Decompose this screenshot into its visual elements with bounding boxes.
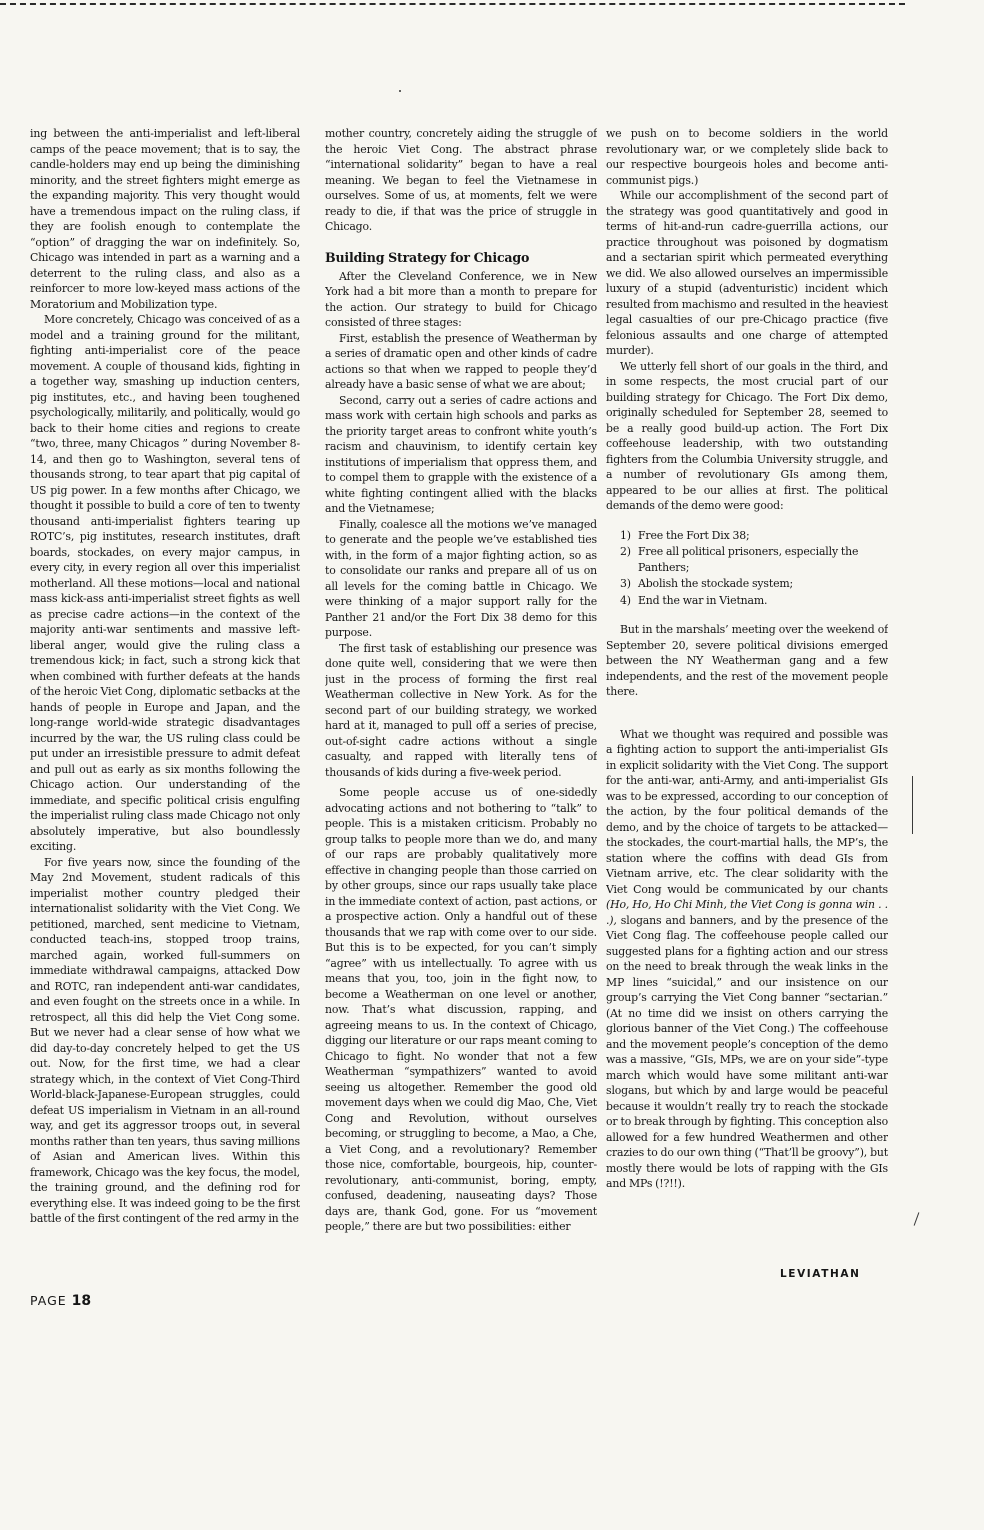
list-item bbox=[620, 544, 888, 575]
section-heading: Building Strategy for Chicago bbox=[325, 249, 530, 265]
article-column-2 bbox=[325, 126, 597, 1294]
article-column-1 bbox=[30, 126, 300, 1294]
paragraph: More concretely, Chicago was conceived of as a model and a training ground for the militant, fighting anti-imperialist core of the peace movement. A couple of thousand kids, fighting in a together way, smashing up induction centers, pig institutes, etc., and having been toughened psychologically, militarily, and politically, would go back to their home cities and regions to create “two, three, many Chicagos ” during November 8-14, and then go to Washington, several tens of thousands strong, to tear apart that pig capital of US pig power. In a few months after Chicago, we thought it possible to build a core of ten to twenty thousand anti-imperialist fighters tearing up ROTC’s, pig institutes, research institutes, draft boards, stockades, on every major campus, in every city, in every region all over this imperialist motherland. All these motions—local and national mass kick-ass anti-imperialist street fights as well as precise cadre actions—in the context of the majority anti-war sentiments and massive left-liberal anger, would give the ruling class a tremendous kick; in fact, such a strong kick that when combined with further defeats at the hands of the heroic Viet Cong, diplomatic setbacks at the hands of people in Europe and Japan, and the long-range world-wide strategic disadvantages incurred by the war, the US ruling class could be put under an irresistible pressure to admit defeat and pull out as early as six months following the Chicago action. Our understanding of the immediate, and specific political crisis engulfing the imperialist ruling class made Chicago not only absolutely imperative, but also boundlessly exciting. bbox=[30, 313, 300, 853]
paragraph-text: slogans and banners, and by the presence of the Viet Cong flag. The coffeehouse people called our suggested plans for a fighting action and our stress on the need to break through the weak links in the MP lines “suicidal,” and our insistence on our group’s carrying the Viet Cong banner “sectarian.” (At no time did we insist on others carrying the glorious banner of the Viet Cong.) The coffeehouse and the movement people’s conception of the demo was a massive, “GIs, MPs, we are on your side”-type march which would have some militant anti-war slogans, but which by and large would be peaceful because it wouldn’t really try to reach the stockade or to break through by fighting. This conception also allowed for a few hundred Weathermen and other crazies to do our own thing (“That’ll be groovy”), but mostly there would be lots of rapping with the GIs and MPs (!?!!). bbox=[606, 913, 888, 1190]
list-item-number: 4) bbox=[620, 593, 631, 607]
list-item bbox=[620, 593, 888, 609]
list-item-text: Free all political prisoners, especially the Panthers; bbox=[638, 545, 859, 574]
top-border-rule bbox=[0, 3, 905, 5]
chant-text: (Ho, Ho, Ho Chi Minh, the Viet Cong is gonna win . . .), bbox=[606, 898, 888, 927]
list-item-number: 1) bbox=[620, 528, 631, 542]
paragraph: Second, carry out a series of cadre actions and mass work with certain high schools and parks as the priority target areas to confront white youth’s racism and chauvinism, to identify certain key institutions of imperialism that oppress them, and to compel them to grapple with the existence of a white fighting contingent allied with the blacks and the Vietnamese; bbox=[325, 393, 597, 515]
section-break bbox=[606, 700, 888, 727]
margin-mark bbox=[914, 1212, 920, 1225]
list-item-text: Abolish the stockade system; bbox=[638, 577, 794, 590]
demands-list bbox=[606, 528, 888, 609]
paragraph: We utterly fell short of our goals in the third, and in some respects, the most crucial part of our building strategy for Chicago. The Fort Dix demo, originally scheduled for September 28, seemed to be a really good build-up action. The Fort Dix coffeehouse leadership, with two outstanding fighters from the Columbia University struggle, and a number of revolutionary GIs among them, appeared to be our allies at first. The political demands of the demo were good: bbox=[606, 359, 888, 512]
list-item-text: Free the Fort Dix 38; bbox=[638, 528, 750, 542]
paragraph: For five years now, since the founding of the May 2nd Movement, student radicals of this imperialist mother country pledged their internationalist solidarity with the Viet Cong. We petitioned, marched, sent medicine to Vietnam, conducted teach-ins, stopped troop trains, marched again, worked full-summers on immediate withdrawal campaigns, attacked Dow and ROTC, ran independent anti-war candidates, and even fought on the streets once in a while. In retrospect, all this did help the Viet Cong some. But we never had a clear sense of how what we did day-to-day concretely helped to get the US out. Now, for the first time, we had a clear strategy which, in the context of Viet Cong-Third World-black-Japanese-European struggles, could defeat US imperialism in Vietnam in an all-round way, and get its aggressor troops out, in several months rather than ten years, thus saving millions of Asian and American lives. Within this framework, Chicago was the key focus, the model, the training ground, and the defining rod for everything else. It was indeed going to be the first battle of the first contingent of the red army in the bbox=[30, 855, 300, 1225]
paragraph: The first task of establishing our presence was done quite well, considering that we were then just in the process of forming the first real Weatherman collective in New York. As for the second part of our building strategy, we worked hard at it, managed to pull off a series of precise, out-of-sight cadre actions without a single casualty, and rapped with literally tens of thousands of kids during a five-week period. bbox=[325, 641, 597, 779]
list-item bbox=[620, 576, 888, 592]
paragraph bbox=[606, 727, 888, 1192]
article-column-3 bbox=[606, 126, 888, 1294]
list-item-number: 2) bbox=[620, 545, 631, 558]
page-number: 18 bbox=[71, 1293, 92, 1309]
paragraph: But in the marshals’ meeting over the weekend of September 20, severe political divisions emerged between the NY Weatherman gang and a few independents, and the rest of the movement people there. bbox=[606, 623, 888, 698]
paragraph: ing between the anti-imperialist and left-liberal camps of the peace movement; that is to say, the candle-holders may end up being the diminishing minority, and the street fighters might emerge as the expanding majority. This very thought would have a tremendous impact on the ruling class, if they are foolish enough to contemplate the “option” of dragging the war on indefinitely. So, Chicago was intended in part as a warning and a deterrent to the ruling class, and also as a reinforcer to more low-keyed mass actions of the Moratorium and Mobilization type. bbox=[30, 127, 300, 311]
paragraph: First, establish the presence of Weatherman by a series of dramatic open and other kinds of cadre actions so that when we rapped to people they’d already have a basic sense of what we are about; bbox=[325, 331, 597, 391]
margin-mark bbox=[912, 776, 913, 834]
page-folio bbox=[30, 1293, 91, 1309]
paragraph: While our accomplishment of the second part of the strategy was good quantitatively and good in terms of hit-and-run cadre-guerrilla actions, our practice throughout was poisoned by dogmatism and a sectarian spirit which permeated everything we did. We also allowed ourselves an impermissible luxury of a stupid (adventuristic) incident which resulted from machismo and resulted in the heaviest legal casualties of our pre-Chicago practice (five felonious assaults and one charge of attempted murder). bbox=[606, 189, 888, 357]
publication-name: LEVIATHAN bbox=[780, 1268, 861, 1280]
paragraph: we push on to become soldiers in the world revolutionary war, or we completely slide back to our respective bourgeois holes and become anti-communist pigs.) bbox=[606, 127, 888, 187]
list-item-text: End the war in Vietnam. bbox=[638, 593, 768, 607]
page-label: PAGE bbox=[30, 1293, 67, 1308]
paragraph: mother country, concretely aiding the struggle of the heroic Viet Cong. The abstract phrase “international solidarity” began to have a real meaning. We began to feel the Vietnamese in ourselves. Some of us, at moments, felt we were ready to die, if that was the price of struggle in Chicago. bbox=[325, 127, 597, 233]
paragraph: Some people accuse us of one-sidedly advocating actions and not bothering to “talk” to people. This is a mistaken criticism. Probably no group talks to people more than we do, and many of our raps are probably qualitatively more effective in changing people than those carried on by other groups, since our raps usually take place in the immediate context of action, past actions, or a prospective action. Only a handful out of these thousands that we rap with come over to our side. But this is to be expected, for you can’t simply “agree” with us intellectually. To agree with us means that you, too, join in the fight now, to become a Weatherman on one level or another, now. That’s what discussion, rapping, and agreeing means to us. In the context of Chicago, digging our literature or our raps meant coming to Chicago to fight. No wonder that not a few Weatherman “sympathizers” wanted to avoid seeing us altogether. Remember the good old movement days when we could dig Mao, Che, Viet Cong and Revolution, without ourselves becoming, or struggling to become, a Mao, a Che, a Viet Cong, and a revolutionary? Remember those nice, comfortable, bourgeois, hip, counter-revolutionary, anti-communist, boring, empty, confused, deadening, nauseating days? Those days are, thank God, gone. For us “movement people,” there are but two possibilities: either bbox=[325, 786, 597, 1233]
print-speck bbox=[399, 90, 401, 92]
paragraph: Finally, coalesce all the motions we’ve managed to generate and the people we’ve established ties with, in the form of a major fighting action, so as to consolidate our ranks and prepare all of us on all levels for the coming battle in Chicago. We were thinking of a major support rally for the Panther 21 and/or the Fort Dix 38 demo for this purpose. bbox=[325, 517, 597, 639]
paragraph-text: What we thought was required and possible was a fighting action to support the anti-imperialist GIs in explicit solidarity with the Viet Cong. The support for the anti-war, anti-Army, and anti-imperialist GIs was to be expressed, according to our conception of the action, by the four political demands of the demo, and by the choice of targets to be attacked—the stockades, the court-martial halls, the MP’s, the station where the coffins with dead GIs from Vietnam arrive, etc. The clear solidarity with the Viet Cong would be communicated by our chants bbox=[606, 727, 888, 896]
paragraph: After the Cleveland Conference, we in New York had a bit more than a month to prepare for the action. Our strategy to build for Chicago consisted of three stages: bbox=[325, 269, 597, 329]
list-item bbox=[620, 528, 888, 544]
list-item-number: 3) bbox=[620, 577, 631, 590]
